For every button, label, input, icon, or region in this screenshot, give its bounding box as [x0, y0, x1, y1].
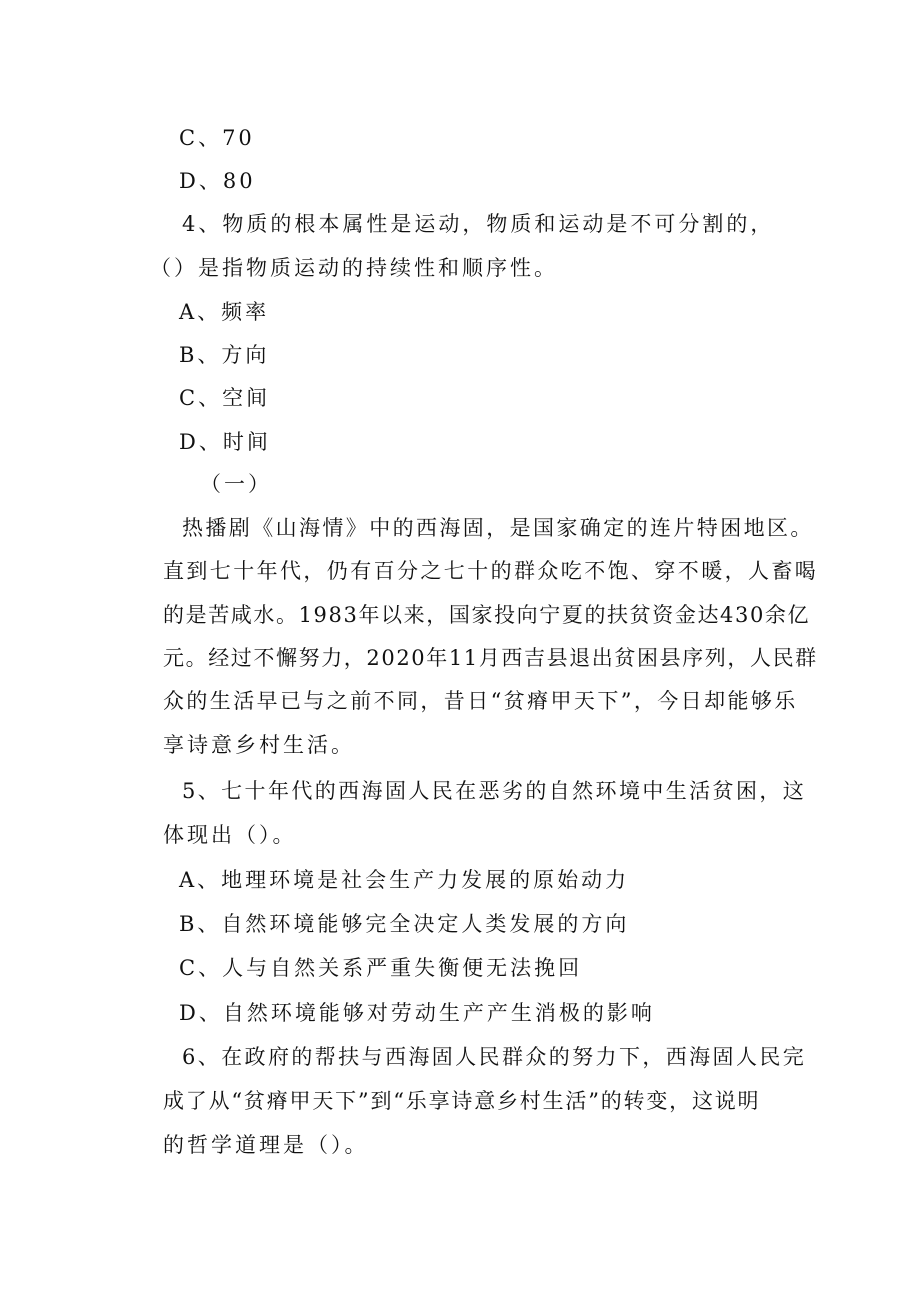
- section-label: （一）: [200, 472, 272, 496]
- passage-line-2: 直到七十年代，仍有百分之七十的群众吃不饱、穿不暖，人畜喝: [163, 559, 819, 583]
- q6-stem-line-1: 6、在政府的帮扶与西海固人民群众的努力下，西海固人民完: [182, 1045, 807, 1069]
- q5-option-c: C、人与自然关系严重失衡便无法挽回: [179, 956, 583, 980]
- passage-line-3: 的是苦咸水。1983年以来，国家投向宁夏的扶贫资金达430余亿: [163, 603, 811, 627]
- q6-stem-line-2: 成了从“贫瘠甲天下”到“乐享诗意乡村生活”的转变，这说明: [163, 1089, 761, 1113]
- q5-option-b: B、自然环境能够完全决定人类发展的方向: [179, 912, 630, 936]
- q4-option-a: A、频率: [179, 300, 270, 324]
- passage-line-1: 热播剧《山海情》中的西海固，是国家确定的连片特困地区。: [182, 516, 814, 540]
- passage-line-4: 元。经过不懈努力，2020年11月西吉县退出贫困县序列，人民群: [163, 646, 818, 670]
- q3-option-d: D、80: [179, 169, 256, 193]
- q6-stem-line-3: 的哲学道理是（）。: [163, 1133, 369, 1157]
- q5-option-d: D、自然环境能够对劳动生产产生消极的影响: [179, 1001, 655, 1025]
- q4-option-c: C、空间: [179, 386, 271, 410]
- q5-stem-line-1: 5、七十年代的西海固人民在恶劣的自然环境中生活贫困，这: [182, 779, 807, 803]
- q4-stem-line-1: 4、物质的根本属性是运动，物质和运动是不可分割的，: [182, 212, 775, 236]
- q5-option-a: A、地理环境是社会生产力发展的原始动力: [179, 868, 630, 892]
- q4-option-d: D、时间: [179, 430, 271, 454]
- q3-option-c: C、70: [179, 126, 255, 150]
- q5-stem-line-2: 体现出（）。: [163, 823, 297, 847]
- q4-stem-line-2: （）是指物质运动的持续性和顺序性。: [150, 256, 558, 280]
- q4-option-b: B、方向: [179, 343, 270, 367]
- passage-line-5: 众的生活早已与之前不同，昔日“贫瘠甲天下”，今日却能够乐: [163, 689, 798, 713]
- passage-line-6: 享诗意乡村生活。: [163, 733, 355, 757]
